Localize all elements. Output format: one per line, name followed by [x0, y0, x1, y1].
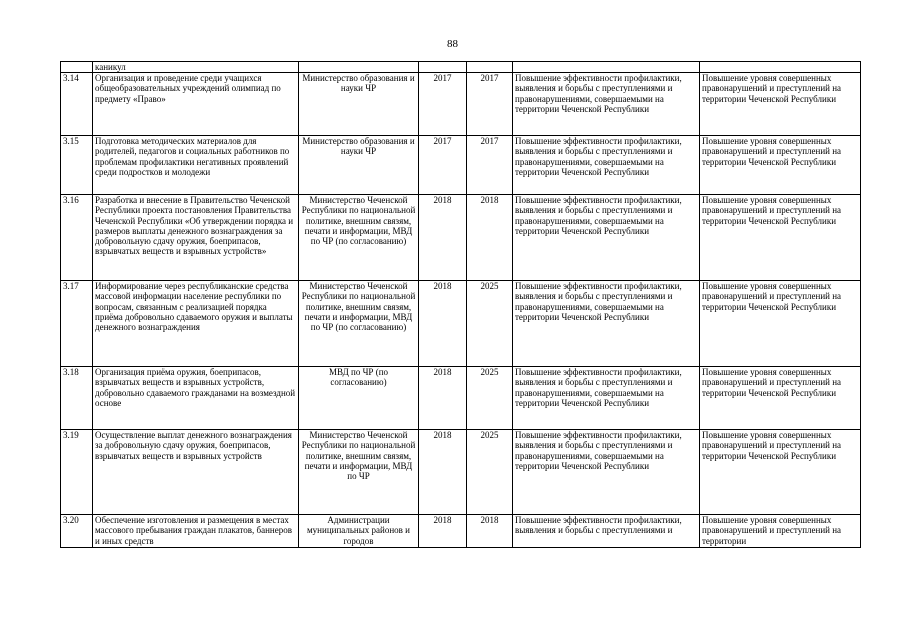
table-row: [61, 281, 861, 367]
cell-indicator: Повышение уровня совершенных правонарушений и преступлений на территории Чеченской Республики: [700, 430, 861, 515]
table-row: [61, 367, 861, 430]
cell-indicator: Повышение уровня совершенных правонарушений и преступлений на территории Чеченской Республики: [700, 367, 861, 430]
table-row: [61, 136, 861, 195]
cell-event: Подготовка методических материалов для родителей, педагогов и социальных работников по проблемам профилактики негативных проявлений среди подростков и молодежи: [93, 136, 299, 195]
cell-indicator: Повышение уровня совершенных правонарушений и преступлений на территории Чеченской Республики: [700, 195, 861, 281]
table-row: [61, 430, 861, 515]
cell-result: Повышение эффективности профилактики, выявления и борьбы с преступлениями и правонарушениями, совершаемыми на территории Чеченской Республики: [513, 430, 700, 515]
cell-end-year: 2025: [467, 281, 513, 367]
cell-executor: Министерство Чеченской Республики по национальной политике, внешним связям, печати и информации, МВД по ЧР (по согласованию): [299, 281, 419, 367]
cell-end-year: 2025: [467, 430, 513, 515]
cell-end-year: 2017: [467, 136, 513, 195]
cell-num: 3.18: [61, 367, 93, 430]
table-row: [61, 195, 861, 281]
cell-result: Повышение эффективности профилактики, выявления и борьбы с преступлениями и правонарушениями, совершаемыми на территории Чеченской Республики: [513, 136, 700, 195]
cell-start-year: 2017: [419, 73, 467, 136]
cell-event: Организация приёма оружия, боеприпасов, взрывчатых веществ и взрывных устройств, добровольно сдаваемого гражданами на возмездной основе: [93, 367, 299, 430]
cell-result: Повышение эффективности профилактики, выявления и борьбы с преступлениями и правонарушениями, совершаемыми на территории Чеченской Республики: [513, 73, 700, 136]
page-number: 88: [447, 38, 458, 50]
cell-start-year: 2018: [419, 515, 467, 548]
cell-result: Повышение эффективности профилактики, выявления и борьбы с преступлениями и правонарушениями, совершаемыми на территории Чеченской Республики: [513, 195, 700, 281]
cell-event: Информирование через республиканские средства массовой информации население республики по вопросам, связанным с реализацией порядка приёма добровольно сдаваемого оружия и выплаты денежного вознаграждения: [93, 281, 299, 367]
cell-num: [61, 62, 93, 73]
cell-start-year: 2018: [419, 430, 467, 515]
cell-result: Повышение эффективности профилактики, выявления и борьбы с преступлениями и: [513, 515, 700, 548]
cell-num: 3.14: [61, 73, 93, 136]
cell-event: Осуществление выплат денежного вознаграждения за добровольную сдачу оружия, боеприпасов, взрывчатых веществ и взрывных устройств: [93, 430, 299, 515]
table-row: [61, 73, 861, 136]
cell-executor: Министерство Чеченской Республики по национальной политике, внешним связям, печати и информации, МВД по ЧР (по согласованию): [299, 195, 419, 281]
cell-executor: Администрации муниципальных районов и городов: [299, 515, 419, 548]
cell-event: Разработка и внесение в Правительство Чеченской Республики проекта постановления Правительства Чеченской Республики «Об утверждении порядка и размеров выплаты денежного вознаграждения за добровольную сдачу оружия, боеприпасов, взрывчатых веществ и взрывных устройств»: [93, 195, 299, 281]
cell-indicator: Повышение уровня совершенных правонарушений и преступлений на территории: [700, 515, 861, 548]
cell-indicator: Повышение уровня совершенных правонарушений и преступлений на территории Чеченской Республики: [700, 73, 861, 136]
cell-result: Повышение эффективности профилактики, выявления и борьбы с преступлениями и правонарушениями, совершаемыми на территории Чеченской Республики: [513, 367, 700, 430]
cell-num: 3.20: [61, 515, 93, 548]
cell-start-year: 2018: [419, 367, 467, 430]
cell-start-year: 2018: [419, 281, 467, 367]
cell-end-year: 2018: [467, 195, 513, 281]
cell-start-year: 2017: [419, 136, 467, 195]
cell-executor: Министерство Чеченской Республики по национальной политике, внешним связям, печати и информации, МВД по ЧР: [299, 430, 419, 515]
cell-executor: Министерство образования и науки ЧР: [299, 136, 419, 195]
cell-event: Организация и проведение среди учащихся общеобразовательных учреждений олимпиад по предмету «Право»: [93, 73, 299, 136]
cell-num: 3.17: [61, 281, 93, 367]
cell-num: 3.15: [61, 136, 93, 195]
cell-executor: МВД по ЧР (по согласованию): [299, 367, 419, 430]
table-row: [61, 515, 861, 548]
cell-num: 3.19: [61, 430, 93, 515]
cell-executor: Министерство образования и науки ЧР: [299, 73, 419, 136]
measures-table: [60, 61, 861, 548]
cell-result: Повышение эффективности профилактики, выявления и борьбы с преступлениями и правонарушениями, совершаемыми на территории Чеченской Республики: [513, 281, 700, 367]
cell-end-year: 2025: [467, 367, 513, 430]
cell-indicator: Повышение уровня совершенных правонарушений и преступлений на территории Чеченской Республики: [700, 281, 861, 367]
cell-continuation: каникул: [93, 62, 299, 73]
cell-indicator: Повышение уровня совершенных правонарушений и преступлений на территории Чеченской Республики: [700, 136, 861, 195]
cell-start-year: 2018: [419, 195, 467, 281]
table-row-continuation: [61, 62, 861, 73]
cell-end-year: 2017: [467, 73, 513, 136]
cell-end-year: 2018: [467, 515, 513, 548]
cell-event: Обеспечение изготовления и размещения в местах массового пребывания граждан плакатов, баннеров и иных средств: [93, 515, 299, 548]
cell-num: 3.16: [61, 195, 93, 281]
